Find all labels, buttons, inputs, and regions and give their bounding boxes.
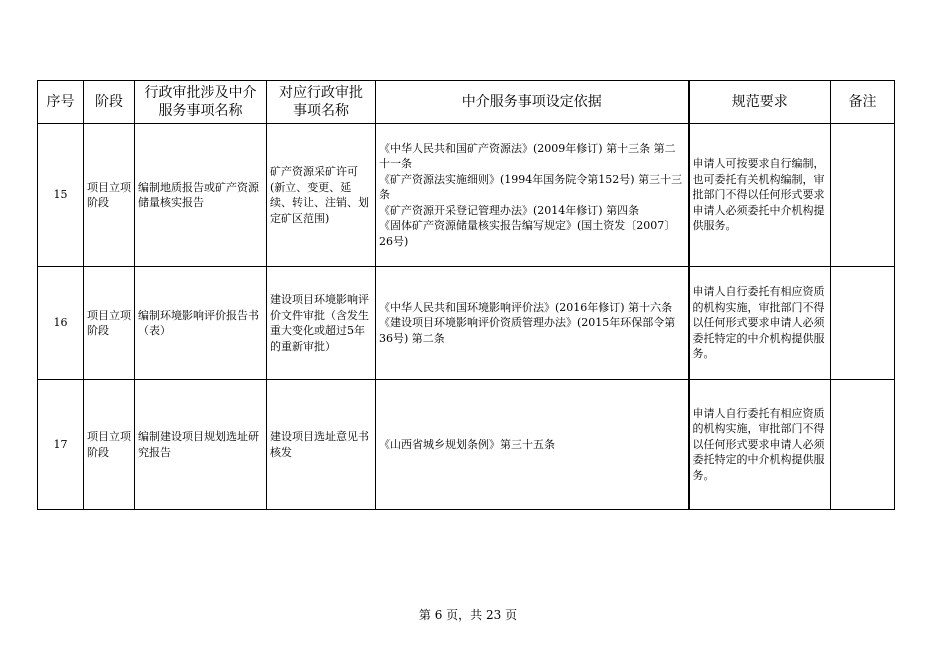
header-requirement: 规范要求 [689, 81, 831, 124]
cell-remark [831, 380, 895, 510]
cell-item-name: 编制环境影响评价报告书（表） [135, 267, 267, 380]
basis-line: 《建设项目环境影响评价资质管理办法》(2015年环保部令第36号) 第二条 [379, 316, 676, 345]
cell-seq: 17 [38, 380, 84, 510]
cell-basis [376, 124, 689, 267]
basis-line: 《中华人民共和国矿产资源法》(2009年修订) 第十三条 第二十一条 [379, 141, 676, 171]
cell-requirement: 申请人自行委托有相应资质的机构实施，审批部门不得以任何形式要求申请人必须委托特定的中介机构提供服务。 [689, 267, 831, 380]
basis-line: 《山西省城乡规划条例》第三十五条 [379, 437, 555, 451]
cell-requirement: 申请人自行委托有相应资质的机构实施，审批部门不得以任何形式要求申请人必须委托特定的中介机构提供服务。 [689, 380, 831, 510]
table-header-row [38, 81, 895, 124]
table-row [38, 380, 895, 510]
page-number: 第 6 页，共 23 页 [418, 608, 518, 622]
header-basis: 中介服务事项设定依据 [376, 81, 689, 124]
cell-requirement: 申请人可按要求自行编制，也可委托有关机构编制，审批部门不得以任何形式要求申请人必须委托中介机构提供服务。 [689, 124, 831, 267]
cell-stage: 项目立项阶段 [84, 267, 135, 380]
cell-item-name: 编制地质报告或矿产资源储量核实报告 [135, 124, 267, 267]
basis-line: 《中华人民共和国环境影响评价法》(2016年修订) 第十六条 [379, 300, 673, 314]
cell-approval: 建设项目选址意见书核发 [267, 380, 376, 510]
cell-item-name: 编制建设项目规划选址研究报告 [135, 380, 267, 510]
cell-remark [831, 267, 895, 380]
cell-basis [376, 380, 689, 510]
header-approval: 对应行政审批事项名称 [267, 81, 376, 124]
cell-seq: 15 [38, 124, 84, 267]
intermediary-service-table [37, 80, 895, 510]
cell-seq: 16 [38, 267, 84, 380]
basis-line: 《矿产资源法实施细则》(1994年国务院令第152号) 第三十三条 [379, 172, 683, 202]
cell-basis [376, 267, 689, 380]
table-row [38, 124, 895, 267]
basis-line: 《矿产资源开采登记管理办法》(2014年修订) 第四条 [379, 203, 640, 217]
cell-remark [831, 124, 895, 267]
cell-stage: 项目立项阶段 [84, 124, 135, 267]
table-row [38, 267, 895, 380]
cell-approval: 建设项目环境影响评价文件审批（含发生重大变化或超过5年的重新审批） [267, 267, 376, 380]
header-seq: 序号 [38, 81, 84, 124]
cell-approval: 矿产资源采矿许可(新立、变更、延续、转让、注销、划定矿区范围) [267, 124, 376, 267]
cell-stage: 项目立项阶段 [84, 380, 135, 510]
basis-line: 《固体矿产资源储量核实报告编写规定》(国土资发〔2007〕26号) [379, 219, 676, 248]
header-stage: 阶段 [84, 81, 135, 124]
header-item-name: 行政审批涉及中介服务事项名称 [135, 81, 267, 124]
header-remark: 备注 [831, 81, 895, 124]
